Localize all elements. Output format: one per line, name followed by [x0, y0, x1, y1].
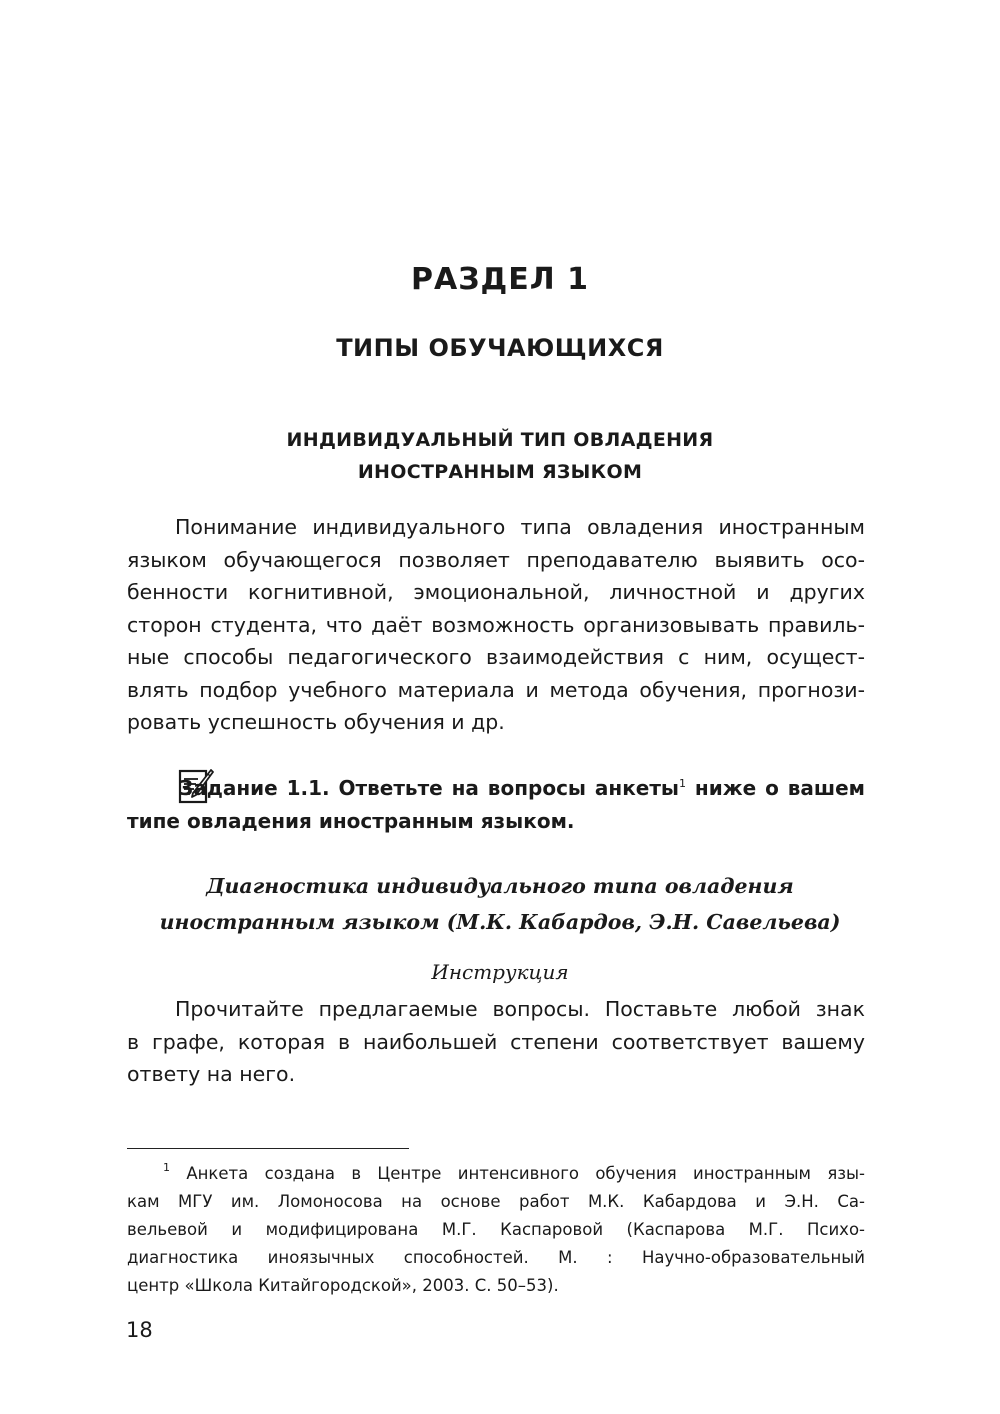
footnote-marker: 1: [163, 1161, 170, 1174]
task-text: Задание 1.1. Ответьте на вопросы анкеты: [179, 776, 680, 800]
diagnostics-title: [0, 868, 1000, 940]
footnote: [127, 1160, 865, 1300]
footnote-divider: [127, 1148, 409, 1149]
task-line: [127, 772, 865, 805]
instruction-title: Инструкция: [431, 960, 569, 984]
chapter-title: ТИПЫ ОБУЧАЮЩИХСЯ: [336, 334, 664, 362]
subsection-title-line: ИНДИВИДУАЛЬНЫЙ ТИП ОВЛАДЕНИЯ: [286, 429, 714, 451]
page-number: 18: [126, 1318, 153, 1342]
diagnostics-title-line: Диагностика индивидуального типа овладения: [206, 874, 794, 898]
footnote-line: вельевой и модифицирована М.Г. Каспаровой (Каспарова М.Г. Психо-: [127, 1220, 865, 1239]
intro-paragraph: [127, 511, 865, 739]
section-title: РАЗДЕЛ 1: [411, 262, 589, 297]
paragraph-line: в графе, которая в наибольшей степени соответствует вашему: [127, 1029, 865, 1054]
subsection-title: [0, 424, 1000, 488]
paragraph-line: Понимание индивидуального типа овладения иностранным: [175, 515, 865, 539]
paragraph-line: языком обучающегося позволяет преподавателю выявить осо-: [127, 547, 865, 572]
paragraph-line: влять подбор учебного материала и метода обучения, прогнози-: [127, 677, 865, 702]
paragraph-line: ровать успешность обучения и др.: [127, 710, 505, 734]
paragraph-line: ответу на него.: [127, 1062, 296, 1086]
footnote-line: диагностика иноязычных способностей. М. : Научно-образовательный: [127, 1248, 865, 1267]
footnote-line: кам МГУ им. Ломоносова на основе работ М.К. Кабардова и Э.Н. Са-: [127, 1192, 865, 1211]
footnote-line: центр «Школа Китайгородской», 2003. С. 50–53).: [127, 1276, 559, 1295]
diagnostics-title-line: иностранным языком (М.К. Кабардов, Э.Н. Савельева): [159, 910, 841, 934]
subsection-title-line: ИНОСТРАННЫМ ЯЗЫКОМ: [357, 461, 643, 483]
paragraph-line: бенности когнитивной, эмоциональной, личностной и других: [127, 580, 865, 604]
paragraph-line: ные способы педагогического взаимодействия с ним, осущест-: [127, 645, 865, 669]
footnote-reference[interactable]: 1: [679, 777, 687, 790]
paragraph-line: Прочитайте предлагаемые вопросы. Поставьте любой знак: [175, 997, 865, 1021]
task-1-1: [127, 772, 865, 838]
task-line: типе овладения иностранным языком.: [127, 809, 575, 833]
instruction-paragraph: [127, 993, 865, 1091]
footnote-text: Анкета создана в Центре интенсивного обучения иностранным язы-: [186, 1164, 866, 1183]
footnote-line: [127, 1160, 865, 1188]
paragraph-line: сторон студента, что даёт возможность организовывать правиль-: [127, 612, 865, 637]
task-text: ниже о вашем: [686, 776, 865, 800]
